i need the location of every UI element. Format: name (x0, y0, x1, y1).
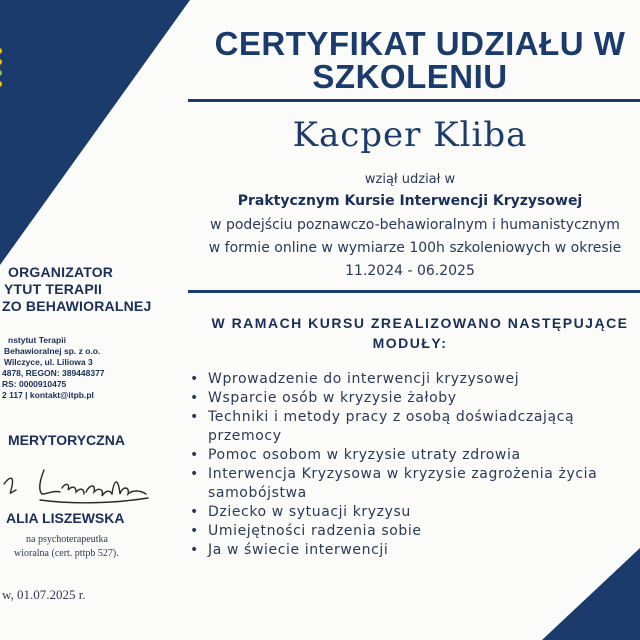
organizer-info-line3: Wilczyce, ul. Liliowa 3 (4, 357, 93, 367)
organizer-info-line1: nstytut Terapii (8, 335, 66, 345)
recipient-name: Kacper Kliba (292, 115, 528, 155)
module-item: • Pomoc osobom w kryzysie utraty zdrowia (190, 446, 640, 465)
module-item-continuation: samobójstwa (208, 485, 307, 501)
divider-middle (188, 290, 640, 293)
lead-text: wziął udział w (364, 172, 456, 187)
certificate-title (180, 27, 640, 93)
module-item: • Umiejętności radzenia sobie (190, 522, 640, 541)
module-item-continuation: przemocy (208, 428, 282, 444)
organizer-info-line5: RS: 0000910475 (2, 379, 67, 389)
signature-image (0, 450, 160, 510)
organizer-name-line1: YTUT TERAPII (4, 281, 103, 297)
signer-role-line1: na psychoterapeutka (26, 534, 108, 545)
merit-label: MERYTORYCZNA (8, 432, 125, 448)
corner-triangle-top (0, 0, 190, 265)
signer-role (0, 533, 119, 561)
organizer-info-line4: 4878, REGON: 389448377 (2, 368, 105, 378)
organizer-info (0, 335, 200, 401)
approach-line2: w formie online w wymiarze 100h szkoleniowych w okresie (208, 240, 622, 256)
certificate-title-line1: CERTYFIKAT UDZIAŁU W (214, 25, 626, 62)
modules-list (190, 370, 640, 560)
course-period: 11.2024 - 06.2025 (345, 263, 475, 279)
organizer-name-line2: ZO BEHAWIORALNEJ (2, 298, 152, 314)
issue-date: w, 01.07.2025 r. (2, 587, 86, 602)
modules-heading-line1: W RAMACH KURSU ZREALIZOWANO NASTĘPUJĄCE (211, 315, 629, 331)
module-item: • Ja w świecie interwencji (190, 541, 640, 560)
certificate-title-line2: SZKOLENIU (312, 58, 508, 95)
modules-heading-line2: MODUŁY: (372, 335, 448, 351)
module-item: • Interwencja Kryzysowa w kryzysie zagrożenia życia (190, 465, 640, 484)
divider-top (188, 99, 640, 102)
module-item: • Wprowadzenie do interwencji kryzysowej (190, 370, 640, 389)
organizer-block (0, 264, 200, 315)
corner-triangle-bottom (542, 548, 640, 640)
logo-dots-icon (0, 48, 6, 96)
approach-line1: w podejściu poznawczo-behawioralnym i humanistycznym (210, 217, 620, 233)
organizer-label: ORGANIZATOR (8, 264, 114, 280)
module-item: • Dziecko w sytuacji kryzysu (190, 503, 640, 522)
module-item: • Techniki i metody pracy z osobą doświadczającą (190, 408, 640, 427)
modules-heading (180, 313, 640, 353)
module-item: • Wsparcie osób w kryzysie żałoby (190, 389, 640, 408)
course-name: Praktycznym Kursie Interwencji Kryzysowej (237, 193, 583, 209)
organizer-info-line2: Behawioralnej sp. z o.o. (4, 346, 101, 356)
organizer-info-line6: 2 117 | kontakt@itpb.pl (2, 390, 94, 400)
signer-name: ALIA LISZEWSKA (6, 510, 125, 526)
signer-role-line2: wioralna (cert. pttpb 527). (14, 548, 119, 559)
